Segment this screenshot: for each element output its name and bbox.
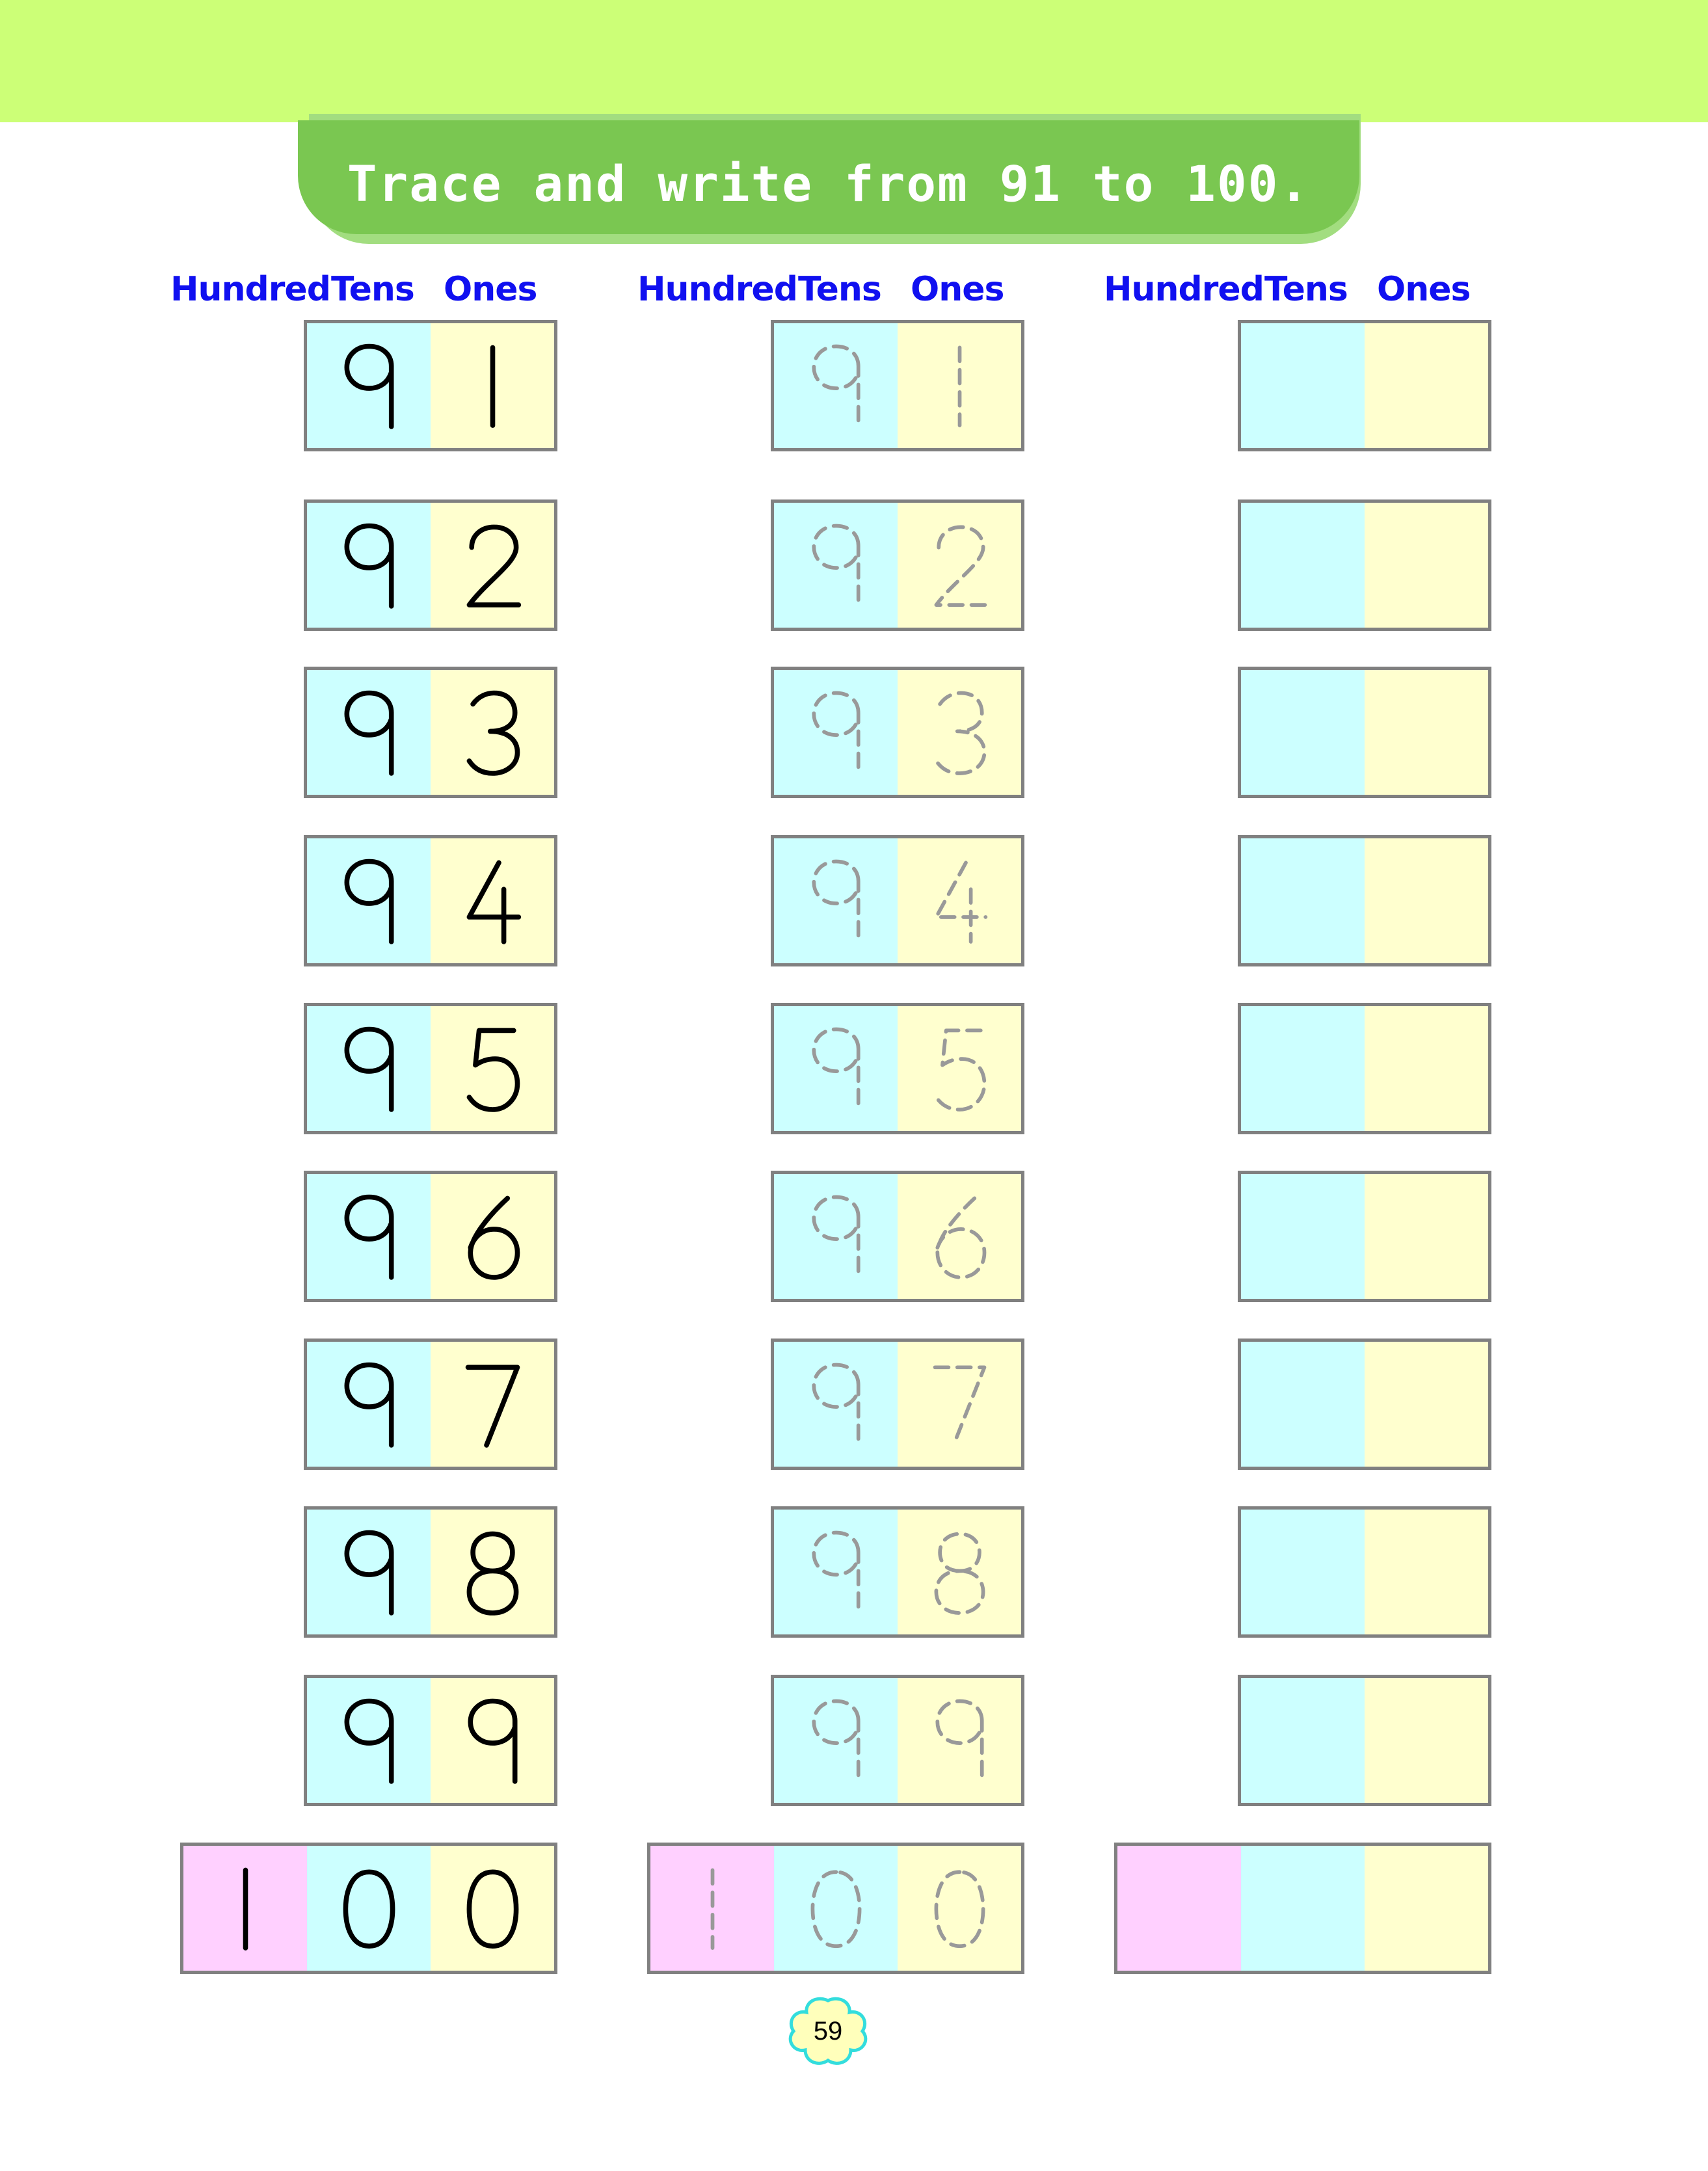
digit-9-dashed-stroke <box>814 1365 858 1446</box>
number-box-92-solid <box>304 499 557 631</box>
ones-digit-glyph <box>431 1006 554 1131</box>
trace-tens-digit-glyph <box>774 1174 898 1299</box>
page-title: Trace and write from 91 to 100. <box>347 155 1311 213</box>
ones-digit-glyph <box>431 1846 554 1971</box>
trace-ones-digit-glyph <box>898 1174 1021 1299</box>
ones-cell <box>898 1510 1021 1634</box>
tens-cell[interactable] <box>1241 670 1365 795</box>
tens-digit-glyph <box>307 1510 431 1634</box>
number-box-97-dashed <box>771 1339 1024 1470</box>
digit-0-dashed-stroke <box>812 1872 859 1946</box>
trace-ones-digit-glyph <box>898 1342 1021 1467</box>
ones-digit-glyph <box>431 1678 554 1803</box>
ones-digit-glyph <box>431 1342 554 1467</box>
trace-ones-digit-glyph <box>898 323 1021 448</box>
tens-cell <box>307 838 431 963</box>
number-box-100-dashed <box>647 1843 1024 1974</box>
ones-cell <box>431 1510 554 1634</box>
ones-cell[interactable] <box>1365 323 1488 448</box>
ones-cell[interactable] <box>1365 1846 1488 1971</box>
number-box-91-blank[interactable] <box>1238 320 1491 451</box>
ones-cell <box>431 670 554 795</box>
ones-cell[interactable] <box>1365 503 1488 628</box>
ones-digit-glyph <box>431 1510 554 1634</box>
tens-digit-glyph <box>307 1342 431 1467</box>
number-box-95-dashed <box>771 1003 1024 1134</box>
number-box-96-dashed <box>771 1171 1024 1302</box>
ones-digit-glyph <box>431 323 554 448</box>
tens-cell <box>307 1174 431 1299</box>
digit-9-dashed-stroke <box>814 1197 858 1278</box>
number-box-97-solid <box>304 1339 557 1470</box>
number-box-100-blank[interactable] <box>1114 1843 1491 1974</box>
ones-cell <box>898 1174 1021 1299</box>
header-tens: Tens <box>798 270 881 309</box>
digit-9-dashed-stroke <box>814 693 858 774</box>
header-tens: Tens <box>1264 270 1348 309</box>
digit-2-dashed-stroke <box>936 527 985 605</box>
number-box-100-solid <box>180 1843 557 1974</box>
tens-cell[interactable] <box>1241 838 1365 963</box>
digit-6-solid-stroke <box>470 1198 517 1277</box>
digit-0-solid-stroke <box>469 1872 516 1946</box>
trace-ones-digit-glyph <box>898 503 1021 628</box>
ones-cell <box>431 323 554 448</box>
ones-cell <box>898 323 1021 448</box>
digit-6-dashed-stroke <box>937 1198 984 1277</box>
tens-cell <box>774 1510 898 1634</box>
header-hundred: Hundred <box>1104 270 1264 309</box>
number-box-98-dashed <box>771 1506 1024 1638</box>
tens-digit-glyph <box>307 1174 431 1299</box>
number-box-94-solid <box>304 835 557 966</box>
digit-9-solid-stroke <box>347 1030 391 1110</box>
tens-digit-glyph <box>307 1006 431 1131</box>
trace-tens-digit-glyph <box>774 1678 898 1803</box>
title-banner <box>298 120 1359 234</box>
trace-ones-digit-glyph <box>898 1510 1021 1634</box>
number-box-93-blank[interactable] <box>1238 667 1491 798</box>
page-number-badge <box>786 1995 870 2067</box>
hundred-cell <box>650 1846 774 1971</box>
digit-9-solid-stroke <box>347 862 391 942</box>
tens-cell <box>307 503 431 628</box>
tens-cell <box>307 670 431 795</box>
digit-9-solid-stroke <box>347 1365 391 1446</box>
number-box-95-solid <box>304 1003 557 1134</box>
digit-3-dashed-stroke <box>936 693 984 774</box>
tens-cell[interactable] <box>1241 503 1365 628</box>
ones-digit-glyph <box>431 1174 554 1299</box>
digit-8-solid-stroke <box>469 1534 516 1613</box>
trace-ones-digit-glyph <box>898 1678 1021 1803</box>
ones-cell <box>898 1006 1021 1131</box>
digit-2-solid-stroke <box>469 527 518 605</box>
hundred-cell[interactable] <box>1117 1846 1241 1971</box>
digit-9-dashed-stroke <box>814 1030 858 1110</box>
tens-cell <box>774 1342 898 1467</box>
ones-cell[interactable] <box>1365 1006 1488 1131</box>
tens-cell <box>307 1678 431 1803</box>
ones-cell[interactable] <box>1365 1678 1488 1803</box>
digit-3-solid-stroke <box>469 693 517 774</box>
tens-cell <box>774 670 898 795</box>
header-hundred: Hundred <box>637 270 797 309</box>
tens-cell <box>774 1174 898 1299</box>
ones-cell <box>431 1006 554 1131</box>
ones-cell <box>898 838 1021 963</box>
trace-ones-digit-glyph <box>898 838 1021 963</box>
tens-cell[interactable] <box>1241 1510 1365 1634</box>
number-box-92-dashed <box>771 499 1024 631</box>
ones-cell <box>898 670 1021 795</box>
ones-cell[interactable] <box>1365 1510 1488 1634</box>
digit-7-solid-stroke <box>468 1367 518 1445</box>
ones-cell <box>898 1678 1021 1803</box>
digit-9-dashed-stroke <box>814 347 858 427</box>
number-box-96-solid <box>304 1171 557 1302</box>
ones-cell[interactable] <box>1365 838 1488 963</box>
top-color-band <box>0 0 1708 122</box>
tens-cell[interactable] <box>1241 1006 1365 1131</box>
digit-9-solid-stroke <box>347 693 391 774</box>
digit-9-dashed-stroke <box>937 1701 981 1782</box>
ones-cell <box>431 1678 554 1803</box>
tens-digit-glyph <box>307 323 431 448</box>
digit-9-dashed-stroke <box>814 1533 858 1614</box>
digit-5-dashed-stroke <box>936 1030 984 1110</box>
tens-digit-glyph <box>307 503 431 628</box>
tens-cell <box>307 1846 431 1971</box>
digit-9-solid-stroke <box>347 347 391 427</box>
ones-cell[interactable] <box>1365 1342 1488 1467</box>
trace-tens-digit-glyph <box>774 838 898 963</box>
number-box-93-solid <box>304 667 557 798</box>
trace-tens-digit-glyph <box>774 670 898 795</box>
trace-tens-digit-glyph <box>774 1510 898 1634</box>
hundred-digit-glyph <box>183 1846 307 1971</box>
tens-cell[interactable] <box>1241 1678 1365 1803</box>
header-ones: Ones <box>911 270 1004 309</box>
tens-cell <box>774 323 898 448</box>
digit-7-dashed-stroke <box>935 1367 985 1445</box>
ones-cell <box>898 1342 1021 1467</box>
trace-tens-digit-glyph <box>774 323 898 448</box>
digit-4-dashed-stroke <box>936 862 985 942</box>
tens-cell <box>774 1846 898 1971</box>
tens-cell <box>307 1510 431 1634</box>
tens-digit-glyph <box>307 838 431 963</box>
tens-cell[interactable] <box>1241 323 1365 448</box>
tens-cell[interactable] <box>1241 1846 1365 1971</box>
digit-9-solid-stroke <box>347 526 391 607</box>
tens-cell <box>774 503 898 628</box>
ones-cell <box>431 1174 554 1299</box>
digit-9-dashed-stroke <box>814 1701 858 1782</box>
ones-cell <box>431 1846 554 1971</box>
number-box-99-dashed <box>771 1675 1024 1806</box>
tens-digit-glyph <box>307 670 431 795</box>
tens-digit-glyph <box>307 1678 431 1803</box>
number-box-94-blank[interactable] <box>1238 835 1491 966</box>
tens-cell <box>307 1006 431 1131</box>
ones-cell <box>431 503 554 628</box>
tens-cell[interactable] <box>1241 1174 1365 1299</box>
tens-cell <box>774 838 898 963</box>
tens-cell <box>307 1342 431 1467</box>
digit-0-dashed-stroke <box>936 1872 983 1946</box>
trace-tens-digit-glyph <box>774 1342 898 1467</box>
tens-digit-glyph <box>307 1846 431 1971</box>
trace-hundred-digit-glyph <box>650 1846 774 1971</box>
digit-9-solid-stroke <box>347 1701 391 1782</box>
digit-0-solid-stroke <box>345 1872 392 1946</box>
trace-ones-digit-glyph <box>898 670 1021 795</box>
number-box-99-solid <box>304 1675 557 1806</box>
page-number: 59 <box>813 2016 843 2045</box>
number-box-96-blank[interactable] <box>1238 1171 1491 1302</box>
ones-digit-glyph <box>431 670 554 795</box>
trace-tens-digit-glyph <box>774 1006 898 1131</box>
tens-cell <box>774 1006 898 1131</box>
trace-tens-digit-glyph <box>774 503 898 628</box>
trace-tens-digit-glyph <box>774 1846 898 1971</box>
number-box-92-blank[interactable] <box>1238 499 1491 631</box>
ones-cell <box>898 1846 1021 1971</box>
number-box-98-blank[interactable] <box>1238 1506 1491 1638</box>
header-ones: Ones <box>444 270 537 309</box>
header-tens: Tens <box>331 270 414 309</box>
number-box-97-blank[interactable] <box>1238 1339 1491 1470</box>
trace-ones-digit-glyph <box>898 1846 1021 1971</box>
ones-digit-glyph <box>431 838 554 963</box>
digit-9-solid-stroke <box>347 1197 391 1278</box>
ones-cell <box>431 838 554 963</box>
tens-cell[interactable] <box>1241 1342 1365 1467</box>
digit-9-solid-stroke <box>470 1701 514 1782</box>
tens-cell <box>774 1678 898 1803</box>
hundred-cell <box>183 1846 307 1971</box>
digit-9-solid-stroke <box>347 1533 391 1614</box>
ones-cell[interactable] <box>1365 1174 1488 1299</box>
digit-9-dashed-stroke <box>814 862 858 942</box>
header-ones: Ones <box>1377 270 1471 309</box>
number-box-91-dashed <box>771 320 1024 451</box>
digit-9-dashed-stroke <box>814 526 858 607</box>
trace-ones-digit-glyph <box>898 1006 1021 1131</box>
number-box-95-blank[interactable] <box>1238 1003 1491 1134</box>
digit-8-dashed-stroke <box>936 1534 983 1613</box>
header-hundred: Hundred <box>170 270 330 309</box>
number-box-99-blank[interactable] <box>1238 1675 1491 1806</box>
number-box-94-dashed <box>771 835 1024 966</box>
ones-cell[interactable] <box>1365 670 1488 795</box>
number-box-91-solid <box>304 320 557 451</box>
ones-cell <box>898 503 1021 628</box>
digit-4-solid-stroke <box>469 862 518 942</box>
digit-5-solid-stroke <box>469 1030 517 1110</box>
tens-cell <box>307 323 431 448</box>
number-box-98-solid <box>304 1506 557 1638</box>
ones-cell <box>431 1342 554 1467</box>
ones-digit-glyph <box>431 503 554 628</box>
number-box-93-dashed <box>771 667 1024 798</box>
